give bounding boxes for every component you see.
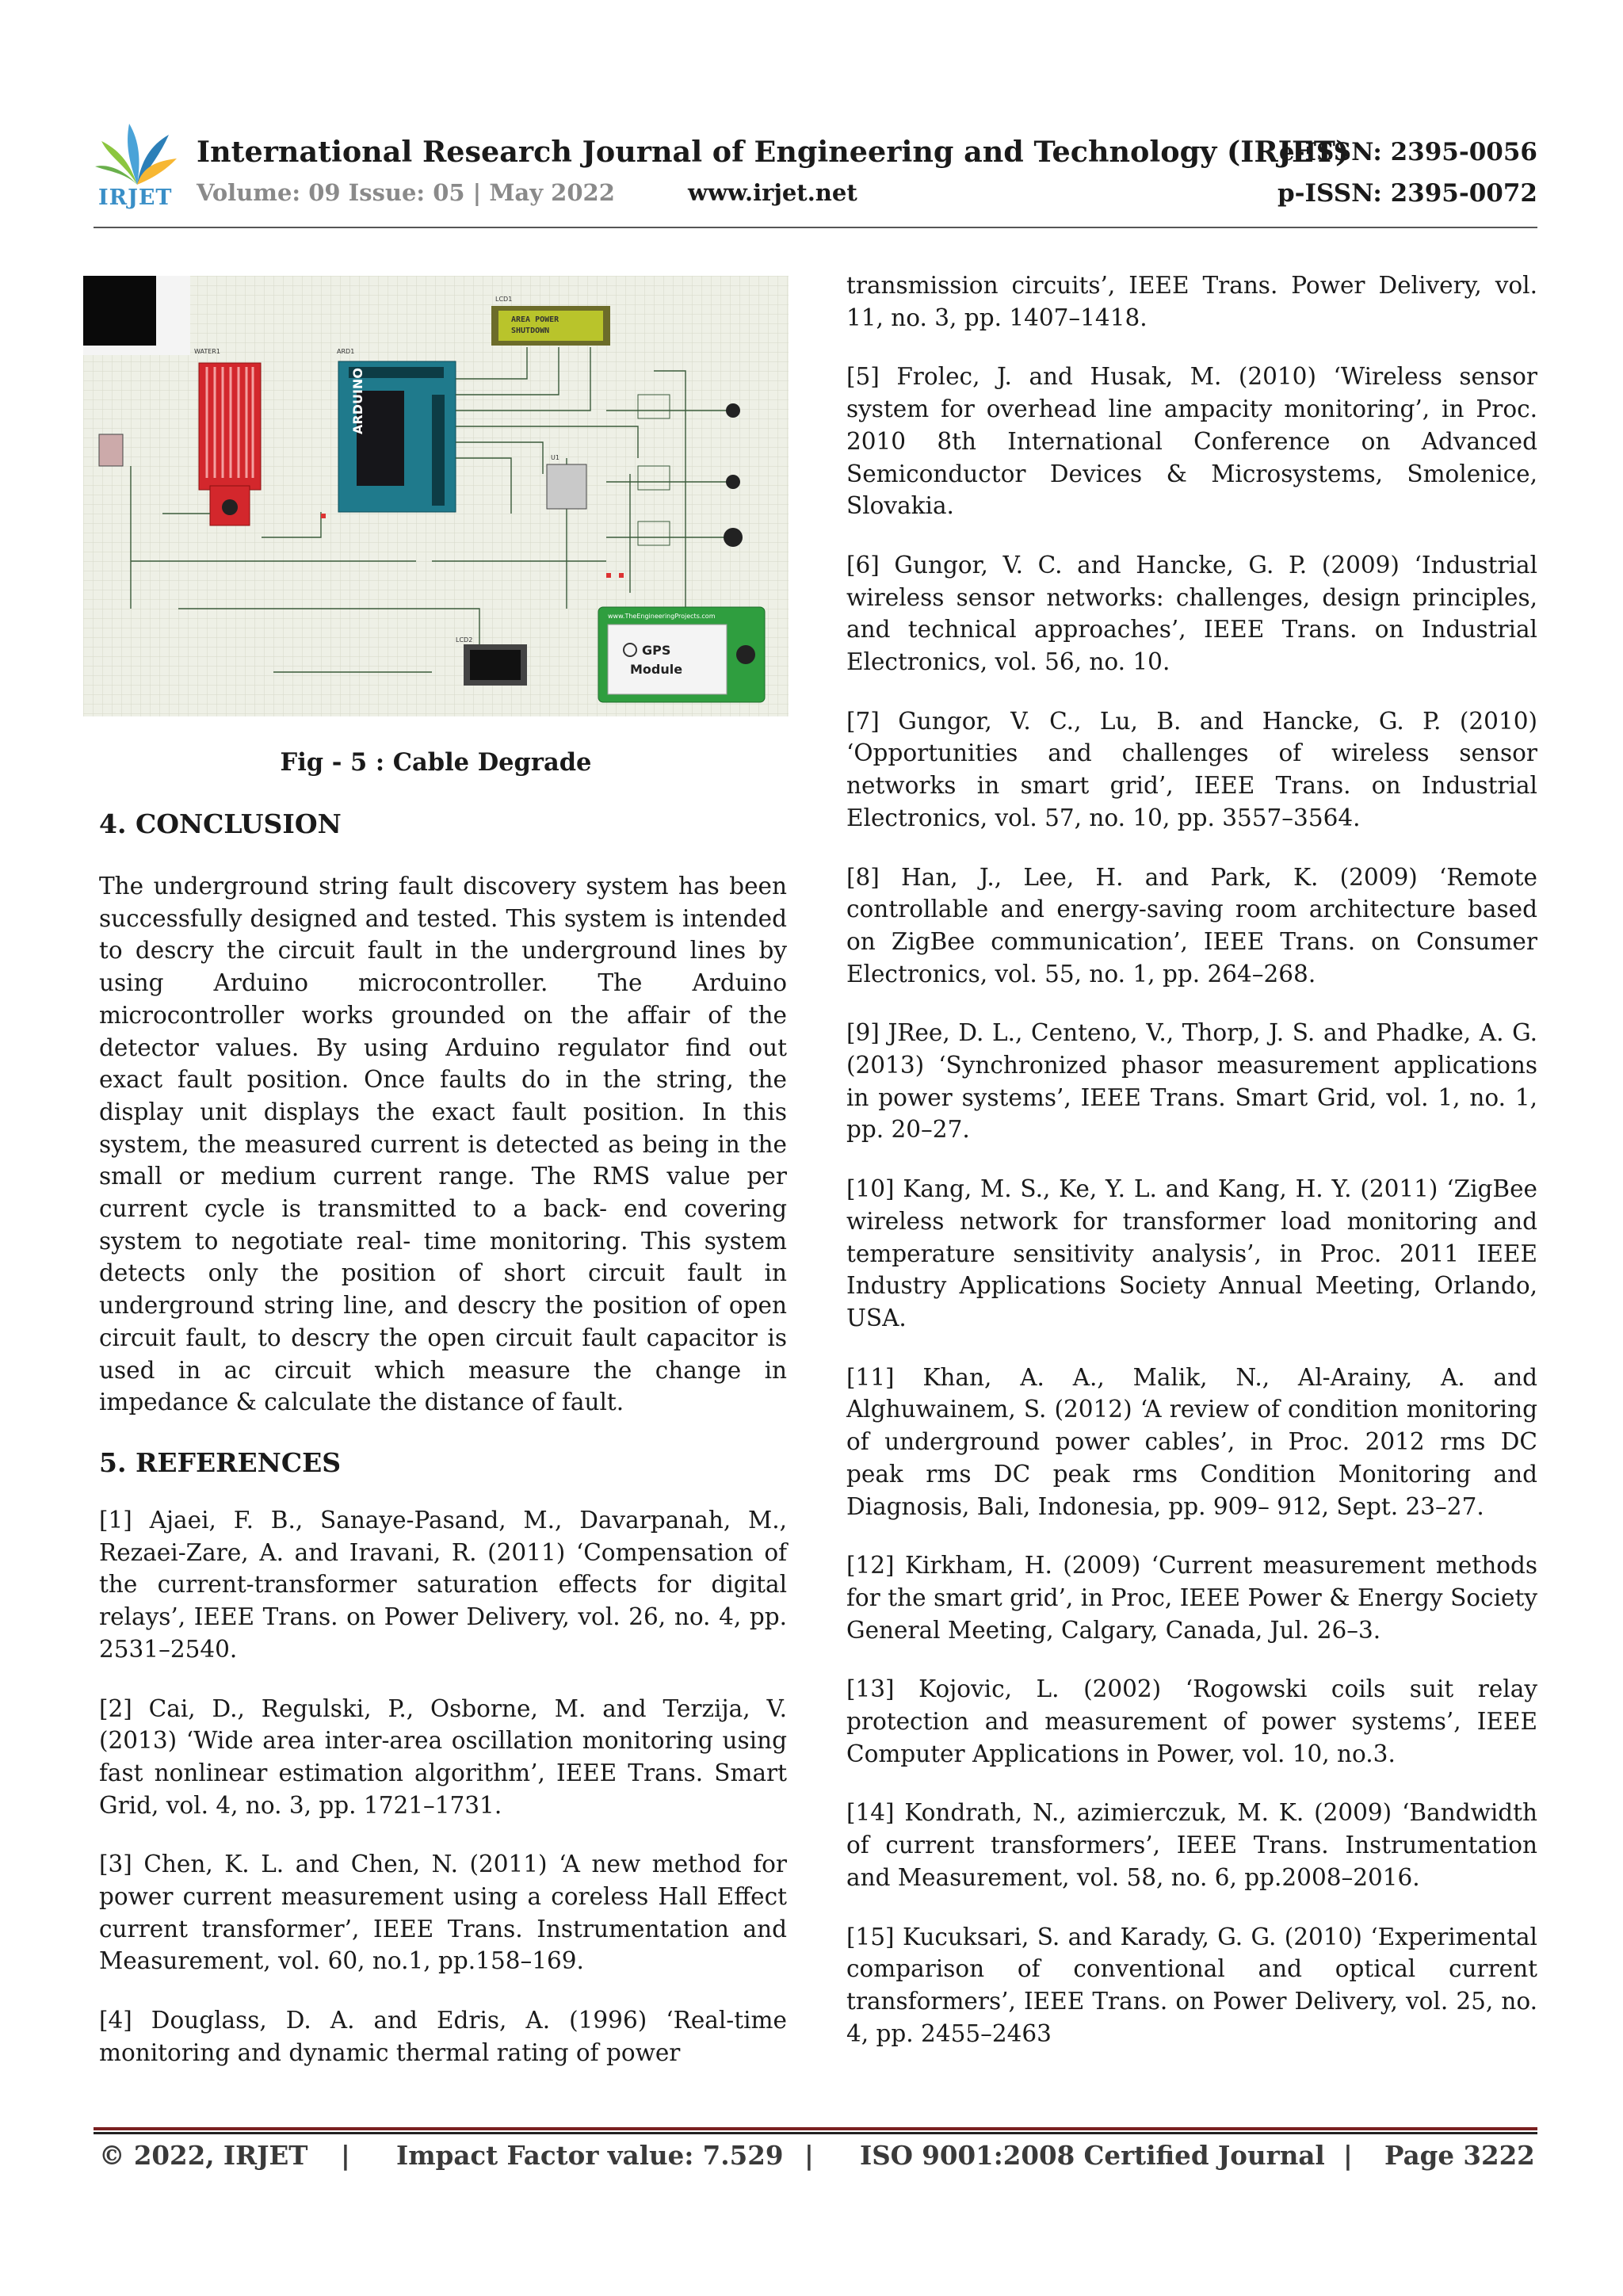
label-u1: U1 [551, 454, 559, 461]
reference-item: [8] Han, J., Lee, H. and Park, K. (2009) ‘Remote controllable and energy-saving room architecture based on ZigBee communication’, IEEE Trans. on Consumer Electronics, vol. 55, no. 1, pp. 264–268. [846, 863, 1537, 988]
e-issn: e-ISSN: 2395-0056 [1278, 138, 1537, 166]
references-right-column [846, 269, 1537, 2076]
logo-text: IRJET [98, 185, 173, 210]
journal-website[interactable]: www.irjet.net [688, 179, 857, 206]
reference-item: [9] JRee, D. L., Centeno, V., Thorp, J. S. and Phadke, A. G. (2013) ‘Synchronized phasor measurement applications in power systems’, IEEE Trans. Smart Grid, vol. 1, no. 1, pp. 20–27. [846, 1019, 1537, 1144]
label-lcd: LCD1 [495, 296, 513, 303]
reference-item: [3] Chen, K. L. and Chen, N. (2011) ‘A new method for power current measurement using a coreless Hall Effect current transformer’, IEEE Trans. Instrumentation and Measurement, vol. 60, no.1, pp.158–169. [99, 1851, 787, 1975]
reference-item: [1] Ajaei, F. B., Sanaye-Pasand, M., Davarpanah, M., Rezaei-Zare, A. and Iravani, R. (2011) ‘Compensation of the current-transformer saturation effects for digital relays’, IEEE Trans. on Power Delivery, vol. 26, no. 4, pp. 2531–2540. [99, 1507, 787, 1663]
reference-item: [12] Kirkham, H. (2009) ‘Current measurement methods for the smart grid’, in Proc, IEEE Power & Energy Society General Meeting, Calgary, Canada, Jul. 26–3. [846, 1552, 1537, 1644]
page-footer [99, 2140, 1535, 2187]
figure-caption: Fig - 5 : Cable Degrade [280, 748, 592, 777]
footer-page-number: Page 3222 [1384, 2140, 1535, 2171]
footer-divider-dark [94, 2132, 1537, 2134]
reference-item: [15] Kucuksari, S. and Karady, G. G. (2010) ‘Experimental comparison of conventional and optical current transformers’, IEEE Trans. on Power Delivery, vol. 25, no. 4, pp. 2455–2463 [846, 1923, 1537, 2047]
footer-copyright: © 2022, IRJET [99, 2140, 308, 2171]
reference-item: [4] Douglass, D. A. and Edris, A. (1996) ‘Real-time monitoring and dynamic thermal rating of power [99, 2007, 787, 2066]
reference-item: [7] Gungor, V. C., Lu, B. and Hancke, G. P. (2010) ‘Opportunities and challenges of wireless sensor networks in smart grid’, IEEE Trans. on Industrial Electronics, vol. 57, no. 10, pp. 3557–3564. [846, 707, 1537, 831]
conclusion-body [99, 870, 787, 1419]
reference-item: [5] Frolec, J. and Husak, M. (2010) ‘Wireless sensor system for overhead line ampacity monitoring’, in Proc. 2010 8th International Conference on Advanced Semiconductor Devices & Microsystems, Smolenice, Slovakia. [846, 363, 1537, 520]
references-left-column [99, 1504, 787, 2096]
gps-label-1: GPS [642, 643, 671, 658]
irjet-logo [94, 117, 181, 212]
journal-title: International Research Journal of Engineering and Technology (IRJET) [197, 135, 1350, 169]
label-ard: ARD1 [337, 348, 355, 355]
lcd-line2: SHUTDOWN [511, 327, 550, 335]
footer-separator: | [341, 2140, 350, 2171]
logo-leaves-icon [94, 117, 181, 189]
label-lcd2: LCD2 [456, 636, 473, 644]
label-water: WATER1 [194, 348, 220, 355]
gps-label-2: Module [630, 662, 683, 677]
references-heading: 5. REFERENCES [99, 1447, 342, 1478]
conclusion-paragraph: The underground string fault discovery system has been successfully designed and tested. This system is intended to descry the circuit fault in the underground lines by using Arduino microcontroller. The Arduino microcontroller works grounded on the affair of the detector values. By using Arduino regulator find out exact fault position. Once faults do in the string, the display unit displays the exact fault position. In this system, the measured current is detected as being in the small or medium current range. The RMS value per current cycle is transmitted to a back- end covering system to negotiate real- time monitoring. This system detects only the position of short circuit fault in underground string line, and descry the position of open circuit fault, to descry the open circuit fault capacitor is used in ac circuit which measure the change in impedance & calculate the distance of fault. [99, 873, 787, 1416]
gps-site: www.TheEngineeringProjects.com [608, 613, 716, 620]
reference-item: [10] Kang, M. S., Ke, Y. L. and Kang, H. Y. (2011) ‘ZigBee wireless network for transformer load monitoring and temperature sensitivity analysis’, in Proc. 2011 IEEE Industry Applications Society Annual Meeting, Orlando, USA. [846, 1175, 1537, 1331]
reference-item: [11] Khan, A. A., Malik, N., Al-Arainy, A. and Alghuwainem, S. (2012) ‘A review of condition monitoring of underground power cables’, in Proc. 2012 rms DC peak rms DC peak rms Condition Monitoring and Diagnosis, Bali, Indonesia, pp. 909– 912, Sept. 23–27. [846, 1363, 1537, 1520]
volume-issue: Volume: 09 Issue: 05 | May 2022 [197, 179, 615, 206]
reference-item: [6] Gungor, V. C. and Hancke, G. P. (2009) ‘Industrial wireless sensor networks: challenges, design principles, and technical approaches’, IEEE Trans. on Industrial Electronics, vol. 56, no. 10. [846, 551, 1537, 676]
figure-circuit-schematic [83, 276, 789, 716]
footer-separator: | [1343, 2140, 1353, 2171]
p-issn: p-ISSN: 2395-0072 [1277, 179, 1537, 208]
reference-item: [2] Cai, D., Regulski, P., Osborne, M. and Terzija, V. (2013) ‘Wide area inter-area oscillation monitoring using fast nonlinear estimation algorithm’, IEEE Trans. Smart Grid, vol. 4, no. 3, pp. 1721–1731. [99, 1694, 787, 1819]
footer-impact-factor: Impact Factor value: 7.529 [396, 2140, 784, 2171]
page-header [94, 117, 1537, 236]
reference-item: [13] Kojovic, L. (2002) ‘Rogowski coils suit relay protection and measurement of power systems’, IEEE Computer Applications in Power, vol. 10, no.3. [846, 1675, 1537, 1767]
circuit-diagram [83, 276, 789, 716]
svg-text:ARDUINO: ARDUINO [350, 368, 365, 434]
header-divider [94, 227, 1537, 228]
reference-item: transmission circuits’, IEEE Trans. Power Delivery, vol. 11, no. 3, pp. 1407–1418. [846, 272, 1537, 331]
footer-iso: ISO 9001:2008 Certified Journal [860, 2140, 1325, 2171]
lcd-line1: AREA POWER [511, 315, 559, 324]
reference-item: [14] Kondrath, N., azimierczuk, M. K. (2009) ‘Bandwidth of current transformers’, IEEE Trans. Instrumentation and Measurement, vol. 58, no. 6, pp.2008–2016. [846, 1799, 1537, 1891]
conclusion-heading: 4. CONCLUSION [99, 808, 342, 839]
footer-separator: | [804, 2140, 814, 2171]
footer-divider-red [94, 2127, 1537, 2130]
